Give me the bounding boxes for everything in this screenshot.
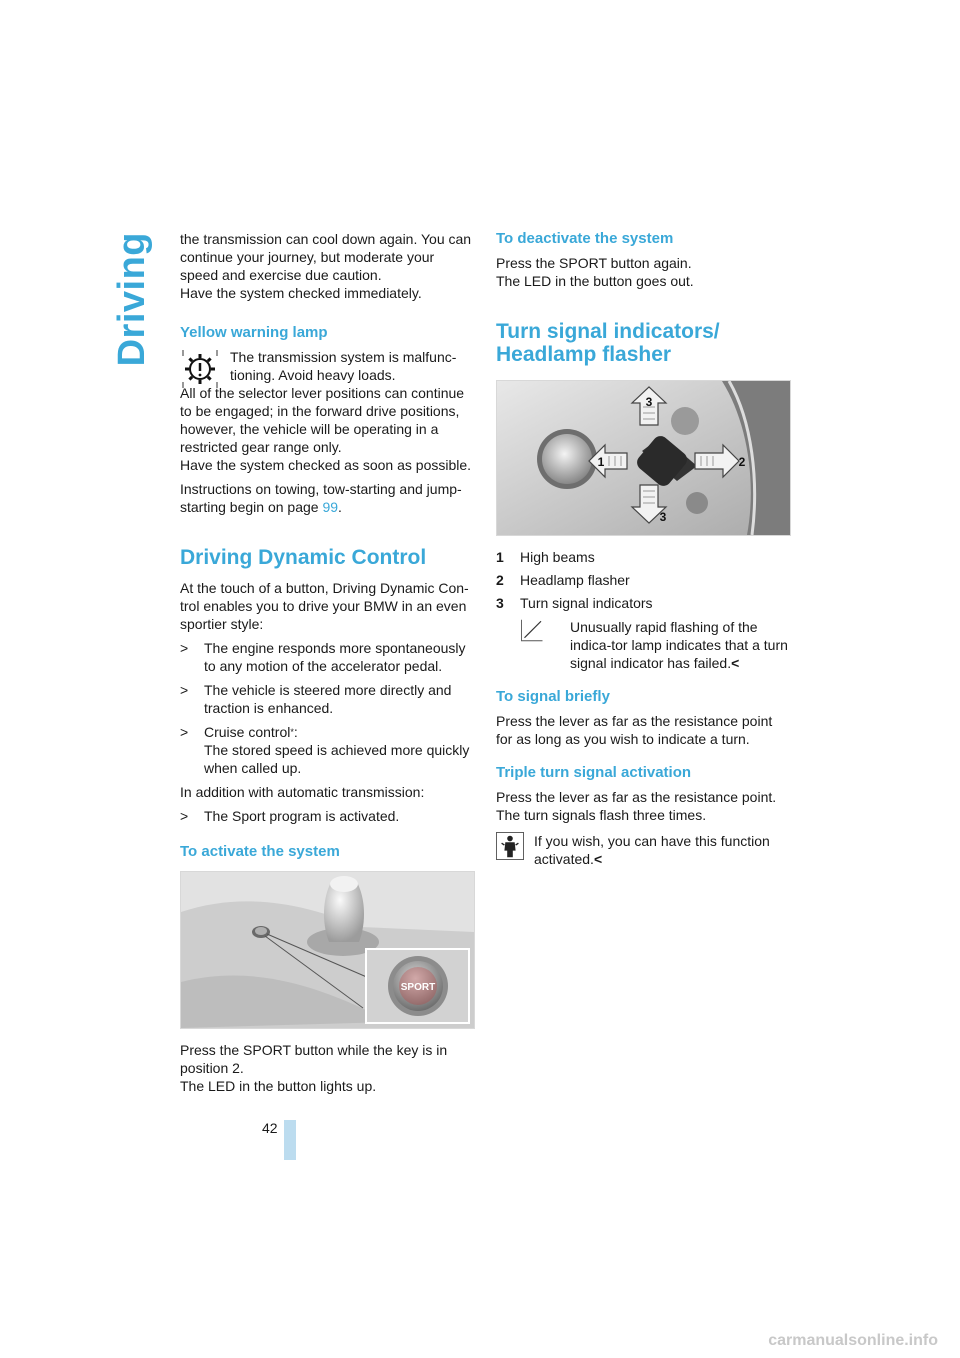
list-item [180, 639, 475, 675]
item-text: High beams [520, 549, 595, 565]
list-item [496, 571, 792, 589]
bullet-text [204, 723, 475, 777]
signal-briefly-text: Press the lever as far as the resistance point for as long as you wish to indicate a turn. [496, 713, 773, 747]
list-item [180, 723, 475, 777]
note-arrow-icon [520, 618, 550, 650]
warning-gear-icon [180, 348, 220, 390]
bullet-text: The Sport program is activated. [204, 808, 400, 824]
callout-2: 2 [738, 455, 746, 469]
bullet-mark: > [180, 808, 189, 824]
note-body: Unusually rapid flashing of the indica-tor lamp indicates that a turn signal indicator has failed. [570, 619, 788, 671]
list-item [496, 548, 792, 566]
list-item [180, 807, 475, 825]
item-number: 1 [496, 549, 504, 565]
page-link-99[interactable]: 99 [322, 499, 339, 515]
activate-text-2: The LED in the button lights up. [180, 1078, 377, 1094]
yellow-warning-text-1: The transmission system is malfunc-tioning. Avoid heavy loads. [230, 349, 457, 383]
callout-3-bottom: 3 [659, 510, 667, 524]
turn-signal-figure [496, 380, 791, 536]
item-number: 3 [496, 595, 504, 611]
item-text: Headlamp flasher [520, 572, 630, 588]
turn-signal-heading-line-2: Headlamp flasher [496, 343, 672, 366]
console-illustration [181, 872, 474, 1028]
intro-paragraph: the transmission can cool down again. You can continue your journey, but moderate your speed and exercise due caution. [180, 231, 472, 283]
deactivate-text-2: The LED in the button goes out. [496, 273, 694, 289]
page-marker-bar [284, 1120, 296, 1160]
triple-signal-text-2: The turn signals flash three times. [496, 807, 707, 823]
callout-3-top: 3 [645, 395, 653, 409]
list-item [180, 681, 475, 717]
towing-end: . [338, 499, 342, 515]
optional-star: * [290, 727, 294, 737]
turn-signal-heading [496, 320, 792, 366]
triple-note-end-mark: < [593, 851, 603, 867]
stalk-illustration [497, 381, 790, 535]
activate-heading: To activate the system [180, 843, 340, 860]
triple-note-text [534, 832, 792, 868]
signal-briefly-heading: To signal briefly [496, 688, 610, 705]
yellow-warning-note [180, 348, 475, 474]
triple-note-body: If you wish, you can have this function activated. [534, 833, 770, 867]
left-column [180, 230, 475, 1101]
triple-signal-heading: Triple turn signal activation [496, 764, 692, 781]
cruise-text: The stored speed is achieved more quickly when called up. [204, 742, 470, 776]
sport-button-figure [180, 871, 475, 1029]
deactivate-text-1: Press the SPORT button again. [496, 255, 692, 271]
turn-signal-heading-line-1: Turn signal indicators/ [496, 320, 720, 343]
cruise-label: Cruise control [204, 724, 291, 740]
yellow-warning-text-2: All of the selector lever positions can continue to be engaged; in the forward drive positions, however, the vehicle will be operating in a restricted gear range only. [180, 385, 465, 455]
item-number: 2 [496, 572, 504, 588]
sport-button-label: SPORT [400, 982, 436, 993]
bullet-mark: > [180, 640, 189, 656]
note-text [570, 618, 792, 672]
triple-signal-text-1: Press the lever as far as the resistance point. [496, 789, 777, 805]
cruise-colon: : [293, 724, 298, 740]
towing-paragraph [180, 480, 475, 516]
ddc-intro: At the touch of a button, Driving Dynamic Con-trol enables you to drive your BMW in an even sportier style: [180, 580, 469, 632]
bullet-text: The vehicle is steered more directly and traction is enhanced. [204, 682, 452, 716]
section-title: Driving [111, 232, 153, 367]
list-item [496, 594, 792, 612]
item-text: Turn signal indicators [520, 595, 653, 611]
ddc-heading: Driving Dynamic Control [180, 546, 427, 569]
auto-transmission-text: In addition with automatic transmission: [180, 784, 425, 800]
note-end-mark: < [731, 655, 740, 671]
activate-text-1: Press the SPORT button while the key is in position 2. [180, 1042, 448, 1076]
bullet-mark: > [180, 724, 189, 740]
page-number: 42 [262, 1120, 278, 1136]
yellow-warning-text-3: Have the system checked as soon as possible. [180, 457, 472, 473]
callout-1: 1 [597, 455, 605, 469]
service-person-icon [496, 832, 524, 860]
right-column [496, 230, 792, 874]
yellow-warning-heading: Yellow warning lamp [180, 324, 328, 341]
intro-paragraph-2: Have the system checked immediately. [180, 285, 422, 301]
towing-text: Instructions on towing, tow-starting and jump-starting begin on page [180, 481, 462, 515]
watermark: carmanualsonline.info [768, 1332, 938, 1349]
triple-signal-note [496, 832, 792, 868]
deactivate-heading: To deactivate the system [496, 230, 674, 247]
bullet-text: The engine responds more spontaneously to any motion of the accelerator pedal. [204, 640, 466, 674]
turn-indicator-note [520, 618, 792, 672]
bullet-mark: > [180, 682, 189, 698]
